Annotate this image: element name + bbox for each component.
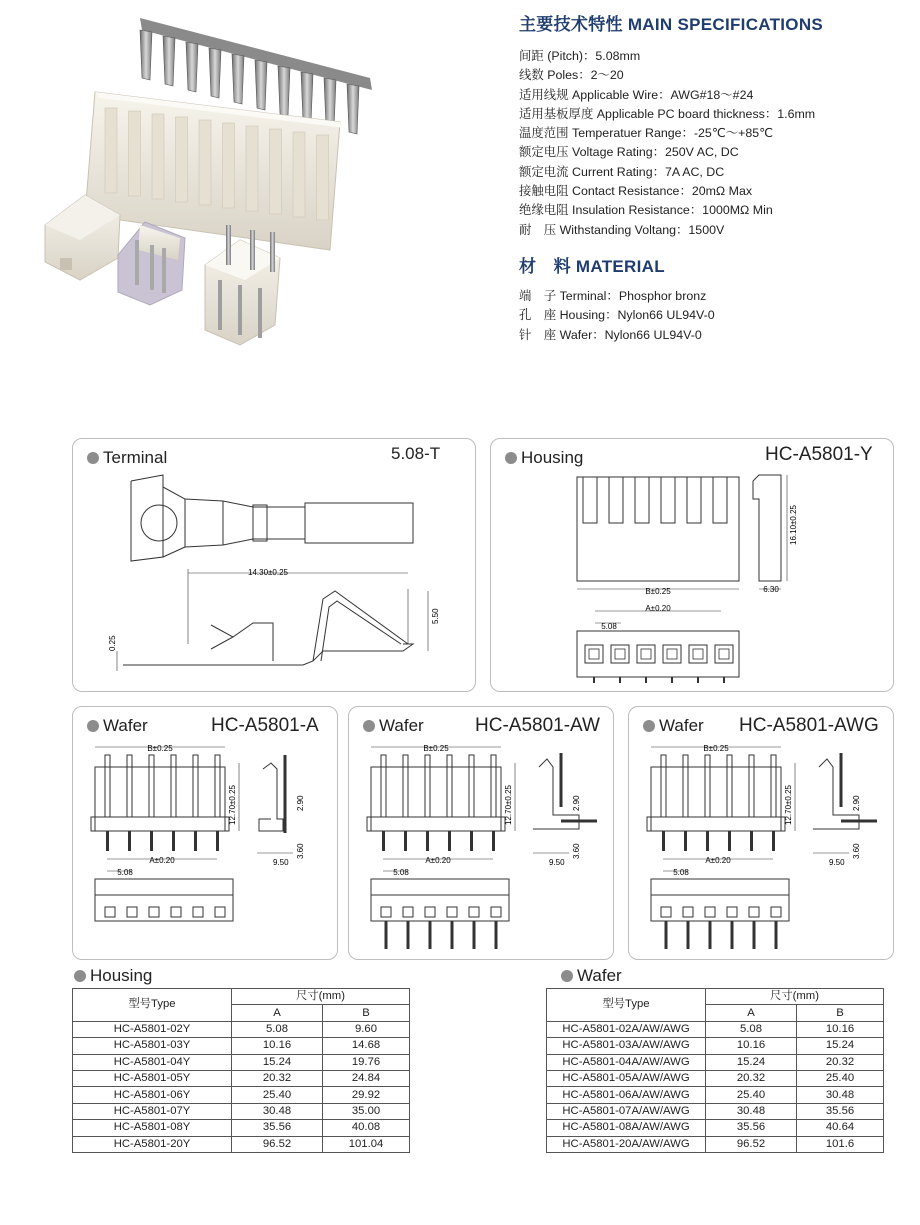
b-cell: 29.92 bbox=[323, 1087, 410, 1103]
wafer-awg-drawing bbox=[629, 707, 895, 961]
a-cell: 30.48 bbox=[232, 1103, 323, 1119]
bullet-icon bbox=[74, 970, 86, 982]
model-cell: HC-A5801-06A/AW/AWG bbox=[547, 1087, 706, 1103]
wafer-a-panel bbox=[72, 706, 338, 960]
terminal-drawing bbox=[73, 439, 477, 693]
b-cell: 40.64 bbox=[797, 1120, 884, 1136]
a-cell: 15.24 bbox=[706, 1054, 797, 1070]
wafer-awg-height-dim: 12.70±0.25 bbox=[784, 785, 793, 825]
model-cell: HC-A5801-04Y bbox=[73, 1054, 232, 1070]
a-cell: 20.32 bbox=[232, 1070, 323, 1086]
b-cell: 24.84 bbox=[323, 1070, 410, 1086]
housing-table-row bbox=[73, 1070, 410, 1086]
housing-table-heading-label: Housing bbox=[90, 966, 153, 985]
housing-panel-title: Housing bbox=[521, 448, 584, 467]
wafer-col-type: 型号Type bbox=[547, 989, 706, 1022]
product-photo bbox=[0, 0, 500, 380]
wafer-awg-b-dim: B±0.25 bbox=[703, 744, 729, 753]
b-cell: 20.32 bbox=[797, 1054, 884, 1070]
terminal-length-dim: 14.30±0.25 bbox=[248, 568, 288, 577]
model-cell: HC-A5801-20Y bbox=[73, 1136, 232, 1152]
a-cell: 25.40 bbox=[706, 1087, 797, 1103]
a-cell: 15.24 bbox=[232, 1054, 323, 1070]
b-cell: 30.48 bbox=[797, 1087, 884, 1103]
a-cell: 30.48 bbox=[706, 1103, 797, 1119]
specifications-block bbox=[519, 10, 909, 345]
wafer-a-a-dim: A±0.20 bbox=[149, 856, 175, 865]
housing-table-row bbox=[73, 1087, 410, 1103]
model-cell: HC-A5801-20A/AW/AWG bbox=[547, 1136, 706, 1152]
model-cell: HC-A5801-03Y bbox=[73, 1038, 232, 1054]
model-cell: HC-A5801-08A/AW/AWG bbox=[547, 1120, 706, 1136]
wafer-table-row bbox=[547, 1054, 884, 1070]
b-cell: 40.08 bbox=[323, 1120, 410, 1136]
a-cell: 5.08 bbox=[232, 1021, 323, 1037]
wafer-awg-a-dim: A±0.20 bbox=[705, 856, 731, 865]
wafer-awg-dim-2: 2.90 bbox=[852, 795, 861, 811]
wafer-col-dim: 尺寸(mm) bbox=[706, 989, 884, 1005]
spec-row: 耐 压 Withstanding Voltang：1500V bbox=[519, 222, 725, 237]
wafer-a-dim-3: 9.50 bbox=[273, 858, 289, 867]
housing-width-dim: 6.30 bbox=[763, 585, 779, 594]
model-cell: HC-A5801-07A/AW/AWG bbox=[547, 1103, 706, 1119]
terminal-thickness-dim: 0.25 bbox=[108, 635, 117, 651]
material-row: 孔 座 Housing：Nylon66 UL94V-0 bbox=[519, 308, 715, 323]
model-cell: HC-A5801-07Y bbox=[73, 1103, 232, 1119]
housing-panel-code: HC-A5801-Y bbox=[765, 444, 873, 465]
spec-row: 接触电阻 Contact Resistance：20mΩ Max bbox=[519, 184, 753, 199]
b-cell: 14.68 bbox=[323, 1038, 410, 1054]
wafer-a-height-dim: 12.70±0.25 bbox=[228, 785, 237, 825]
housing-col-type: 型号Type bbox=[73, 989, 232, 1022]
housing-table bbox=[72, 988, 410, 1153]
model-cell: HC-A5801-02Y bbox=[73, 1021, 232, 1037]
wafer-col-b: B bbox=[797, 1005, 884, 1021]
b-cell: 9.60 bbox=[323, 1021, 410, 1037]
housing-table-row bbox=[73, 1021, 410, 1037]
housing-col-dim: 尺寸(mm) bbox=[232, 989, 410, 1005]
specifications-title: 主要技术特性 MAIN SPECIFICATIONS bbox=[519, 15, 824, 34]
wafer-awg-panel-title: Wafer bbox=[659, 716, 704, 735]
b-cell: 35.56 bbox=[797, 1103, 884, 1119]
housing-panel bbox=[490, 438, 894, 692]
material-title: 材 料 MATERIAL bbox=[519, 256, 665, 276]
b-cell: 10.16 bbox=[797, 1021, 884, 1037]
wafer-aw-pitch-dim: 5.08 bbox=[393, 868, 409, 877]
wafer-table bbox=[546, 988, 884, 1153]
wafer-aw-height-dim: 12.70±0.25 bbox=[504, 785, 513, 825]
b-cell: 15.24 bbox=[797, 1038, 884, 1054]
wafer-aw-drawing bbox=[349, 707, 615, 961]
spec-row: 绝缘电阻 Insulation Resistance：1000MΩ Min bbox=[519, 203, 773, 218]
spec-row: 额定电压 Voltage Rating：250V AC, DC bbox=[519, 145, 739, 160]
a-cell: 96.52 bbox=[232, 1136, 323, 1152]
a-cell: 25.40 bbox=[232, 1087, 323, 1103]
spec-row: 适用基板厚度 Applicable PC board thickness：1.6mm bbox=[519, 106, 816, 121]
wafer-aw-dim-4: 3.60 bbox=[572, 843, 581, 859]
wafer-a-drawing bbox=[73, 707, 339, 961]
large-wafer bbox=[205, 225, 280, 345]
specifications-list bbox=[519, 47, 909, 240]
b-cell: 25.40 bbox=[797, 1070, 884, 1086]
housing-table-heading bbox=[74, 966, 152, 986]
wafer-aw-dim-3: 9.50 bbox=[549, 858, 565, 867]
wafer-aw-b-dim: B±0.25 bbox=[423, 744, 449, 753]
wafer-table-row bbox=[547, 1103, 884, 1119]
spec-row: 温度范围 Temperatuer Range：-25℃～+85℃ bbox=[519, 126, 774, 141]
wafer-awg-panel bbox=[628, 706, 894, 960]
wafer-awg-pitch-dim: 5.08 bbox=[673, 868, 689, 877]
wafer-a-b-dim: B±0.25 bbox=[147, 744, 173, 753]
model-cell: HC-A5801-05A/AW/AWG bbox=[547, 1070, 706, 1086]
wafer-col-a: A bbox=[706, 1005, 797, 1021]
housing-a-dim: A±0.20 bbox=[645, 604, 671, 613]
a-cell: 5.08 bbox=[706, 1021, 797, 1037]
model-cell: HC-A5801-05Y bbox=[73, 1070, 232, 1086]
b-cell: 35.00 bbox=[323, 1103, 410, 1119]
terminal-height-dim: 5.50 bbox=[431, 608, 440, 624]
material-list bbox=[519, 287, 909, 345]
a-cell: 96.52 bbox=[706, 1136, 797, 1152]
material-row: 端 子 Terminal：Phosphor bronz bbox=[519, 288, 707, 303]
wafer-table-row bbox=[547, 1087, 884, 1103]
model-cell: HC-A5801-03A/AW/AWG bbox=[547, 1038, 706, 1054]
wafer-aw-panel bbox=[348, 706, 614, 960]
spec-row: 额定电流 Current Rating：7A AC, DC bbox=[519, 164, 725, 179]
model-cell: HC-A5801-02A/AW/AWG bbox=[547, 1021, 706, 1037]
terminal-panel-title: Terminal bbox=[103, 448, 168, 467]
terminal-panel bbox=[72, 438, 476, 692]
housing-table-row bbox=[73, 1054, 410, 1070]
housing-pitch-dim: 5.08 bbox=[601, 622, 617, 631]
wafer-table-row bbox=[547, 1038, 884, 1054]
wafer-table-heading-label: Wafer bbox=[577, 966, 622, 985]
spec-row: 适用线规 Applicable Wire：AWG#18～#24 bbox=[519, 87, 754, 102]
housing-col-a: A bbox=[232, 1005, 323, 1021]
wafer-a-dim-2: 2.90 bbox=[296, 795, 305, 811]
wafer-aw-panel-title: Wafer bbox=[379, 716, 424, 735]
wafer-aw-panel-code: HC-A5801-AW bbox=[475, 715, 600, 736]
housing-height-dim: 16.10±0.25 bbox=[789, 505, 798, 545]
b-cell: 19.76 bbox=[323, 1054, 410, 1070]
housing-table-row bbox=[73, 1120, 410, 1136]
wafer-a-pitch-dim: 5.08 bbox=[117, 868, 133, 877]
wafer-a-dim-4: 3.60 bbox=[296, 843, 305, 859]
a-cell: 10.16 bbox=[706, 1038, 797, 1054]
wafer-awg-panel-code: HC-A5801-AWG bbox=[739, 715, 879, 736]
housing-table-row bbox=[73, 1038, 410, 1054]
housing-drawing bbox=[491, 439, 895, 693]
small-wafer bbox=[118, 222, 185, 305]
material-row: 针 座 Wafer：Nylon66 UL94V-0 bbox=[519, 327, 702, 342]
wafer-table-row bbox=[547, 1120, 884, 1136]
terminal-panel-code: 5.08-T bbox=[391, 444, 441, 463]
a-cell: 35.56 bbox=[232, 1120, 323, 1136]
b-cell: 101.6 bbox=[797, 1136, 884, 1152]
wafer-table-heading bbox=[561, 966, 622, 986]
spec-row: 线数 Poles：2～20 bbox=[519, 68, 624, 83]
bullet-icon bbox=[561, 970, 573, 982]
wafer-a-panel-code: HC-A5801-A bbox=[211, 715, 319, 736]
wafer-aw-dim-2: 2.90 bbox=[572, 795, 581, 811]
a-cell: 35.56 bbox=[706, 1120, 797, 1136]
wafer-a-panel-title: Wafer bbox=[103, 716, 148, 735]
wafer-awg-dim-3: 9.50 bbox=[829, 858, 845, 867]
a-cell: 20.32 bbox=[706, 1070, 797, 1086]
wafer-table-row bbox=[547, 1070, 884, 1086]
housing-table-row bbox=[73, 1136, 410, 1152]
wafer-table-row bbox=[547, 1136, 884, 1152]
model-cell: HC-A5801-08Y bbox=[73, 1120, 232, 1136]
model-cell: HC-A5801-06Y bbox=[73, 1087, 232, 1103]
model-cell: HC-A5801-04A/AW/AWG bbox=[547, 1054, 706, 1070]
wafer-aw-a-dim: A±0.20 bbox=[425, 856, 451, 865]
wafer-table-row bbox=[547, 1021, 884, 1037]
housing-col-b: B bbox=[323, 1005, 410, 1021]
housing-table-row bbox=[73, 1103, 410, 1119]
spec-row: 间距 (Pitch)：5.08mm bbox=[519, 49, 641, 63]
a-cell: 10.16 bbox=[232, 1038, 323, 1054]
wafer-awg-dim-4: 3.60 bbox=[852, 843, 861, 859]
b-cell: 101.04 bbox=[323, 1136, 410, 1152]
housing-b-dim: B±0.25 bbox=[645, 587, 671, 596]
